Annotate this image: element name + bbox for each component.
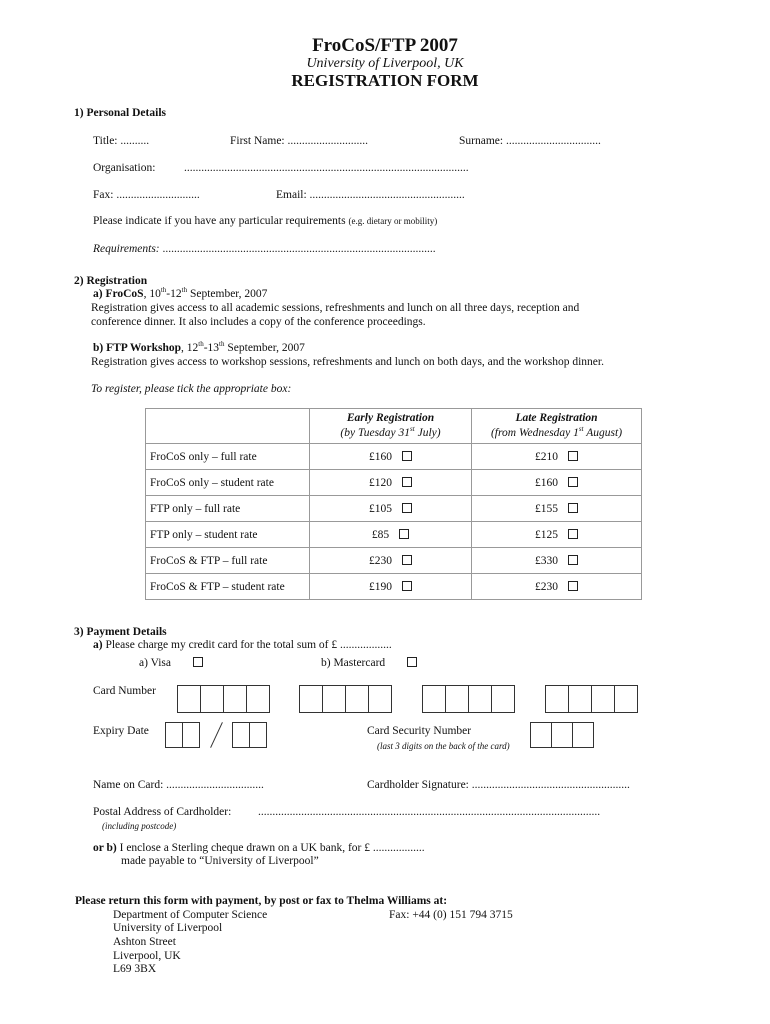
address-line: Ashton Street <box>113 936 176 948</box>
return-fax: Fax: +44 (0) 151 794 3715 <box>389 909 513 921</box>
rate-label: FroCoS & FTP – full rate <box>146 548 310 574</box>
early-price-cell: £160 <box>310 444 472 470</box>
registration-table-header <box>146 409 642 444</box>
late-price-cell: £160 <box>472 470 642 496</box>
page-title: FroCoS/FTP 2007 <box>312 35 458 56</box>
late-price-cell: £230 <box>472 574 642 600</box>
digit-box[interactable] <box>246 685 270 713</box>
digit-box[interactable] <box>491 685 515 713</box>
digit-box[interactable] <box>200 685 224 713</box>
late-checkbox[interactable] <box>568 451 578 461</box>
card-charge-line <box>93 639 392 651</box>
visa-option[interactable] <box>139 657 203 669</box>
address-line: Department of Computer Science <box>113 909 268 921</box>
early-price-cell: £190 <box>310 574 472 600</box>
table-row <box>146 470 642 496</box>
requirements-prompt-text: Please indicate if you have any particular requirements <box>93 215 346 227</box>
late-checkbox[interactable] <box>568 581 578 591</box>
email-field[interactable]: Email: ...................................................... <box>276 189 465 201</box>
digit-box[interactable] <box>232 722 250 748</box>
rate-label: FTP only – student rate <box>146 522 310 548</box>
early-price-cell: £105 <box>310 496 472 522</box>
cheque-payable: made payable to “University of Liverpool” <box>121 855 319 867</box>
frocos-description-2: conference dinner. It also includes a copy of the conference proceedings. <box>91 316 426 328</box>
late-price-cell: £155 <box>472 496 642 522</box>
expiry-month-boxes[interactable] <box>165 722 199 748</box>
early-checkbox[interactable] <box>402 503 412 513</box>
frocos-description-1: Registration gives access to all academic sessions, refreshments and lunch on all three days, reception and <box>91 302 580 314</box>
card-number-group-3[interactable] <box>422 685 514 713</box>
organisation-label: Organisation: <box>93 162 156 174</box>
requirements-hint: (e.g. dietary or mobility) <box>348 216 438 226</box>
early-checkbox[interactable] <box>402 451 412 461</box>
card-number-group-4[interactable] <box>545 685 637 713</box>
card-number-group-2[interactable] <box>299 685 391 713</box>
early-price-cell: £230 <box>310 548 472 574</box>
card-charge-text: Please charge my credit card for the total sum of £ .................. <box>102 639 392 651</box>
late-price-cell: £210 <box>472 444 642 470</box>
postal-address-field[interactable]: ....................................................................................................................... <box>258 806 601 818</box>
title-field[interactable]: Title: .......... <box>93 135 150 147</box>
digit-box[interactable] <box>568 685 592 713</box>
late-price-cell: £330 <box>472 548 642 574</box>
address-line: L69 3BX <box>113 963 157 975</box>
digit-box[interactable] <box>299 685 323 713</box>
requirements-field[interactable] <box>93 243 436 255</box>
late-checkbox[interactable] <box>568 529 578 539</box>
digit-box[interactable] <box>165 722 183 748</box>
card-option-prefix: a) <box>93 639 103 651</box>
mastercard-checkbox[interactable] <box>407 657 417 667</box>
expiry-year-boxes[interactable] <box>232 722 266 748</box>
cheque-text: I enclose a Sterling cheque drawn on a UK bank, for £ .................. <box>116 842 425 854</box>
mastercard-option[interactable] <box>321 657 417 669</box>
rate-label: FroCoS & FTP – student rate <box>146 574 310 600</box>
digit-box[interactable] <box>545 685 569 713</box>
signature-field[interactable]: Cardholder Signature: ....................................................... <box>367 779 630 791</box>
digit-box[interactable] <box>530 722 552 748</box>
early-price-cell: £85 <box>310 522 472 548</box>
digit-box[interactable] <box>177 685 201 713</box>
digit-box[interactable] <box>468 685 492 713</box>
visa-checkbox[interactable] <box>193 657 203 667</box>
mastercard-label: b) Mastercard <box>321 657 386 669</box>
digit-box[interactable] <box>572 722 594 748</box>
early-checkbox[interactable] <box>402 581 412 591</box>
digit-box[interactable] <box>614 685 638 713</box>
form-title: REGISTRATION FORM <box>291 71 479 90</box>
header-empty-cell <box>146 409 310 444</box>
digit-box[interactable] <box>551 722 573 748</box>
organisation-field[interactable]: ................................................................................................... <box>184 162 469 174</box>
surname-field[interactable]: Surname: ................................. <box>459 135 601 147</box>
rate-label: FroCoS only – student rate <box>146 470 310 496</box>
late-checkbox[interactable] <box>568 477 578 487</box>
requirements-label: Requirements: <box>93 243 160 255</box>
rate-label: FTP only – full rate <box>146 496 310 522</box>
late-price-cell: £125 <box>472 522 642 548</box>
return-instruction: Please return this form with payment, by post or fax to Thelma Williams at: <box>75 895 448 907</box>
digit-box[interactable] <box>368 685 392 713</box>
register-instruction: To register, please tick the appropriate box: <box>91 383 292 395</box>
frocos-line <box>93 288 267 300</box>
expiry-slash <box>210 722 223 748</box>
rate-label: FroCoS only – full rate <box>146 444 310 470</box>
digit-box[interactable] <box>445 685 469 713</box>
first-name-field[interactable]: First Name: ............................ <box>230 135 368 147</box>
cheque-line <box>93 842 425 854</box>
security-number-boxes[interactable] <box>530 722 593 748</box>
table-row <box>146 496 642 522</box>
expiry-date-label: Expiry Date <box>93 725 149 737</box>
security-number-hint: (last 3 digits on the back of the card) <box>377 741 510 751</box>
digit-box[interactable] <box>182 722 200 748</box>
ftp-title: b) FTP Workshop <box>93 342 181 354</box>
table-row <box>146 548 642 574</box>
postal-address-label: Postal Address of Cardholder: <box>93 806 232 818</box>
late-registration-header: Late Registration (from Wednesday 1st August) <box>472 409 642 444</box>
early-price-cell: £120 <box>310 470 472 496</box>
card-number-label: Card Number <box>93 685 156 697</box>
digit-box[interactable] <box>345 685 369 713</box>
page-subtitle: University of Liverpool, UK <box>306 56 464 71</box>
address-line: University of Liverpool <box>113 922 223 934</box>
table-row <box>146 444 642 470</box>
early-registration-header: Early Registration (by Tuesday 31st July) <box>310 409 472 444</box>
ftp-description: Registration gives access to workshop sessions, refreshments and lunch on both days, and the workshop dinner. <box>91 356 604 368</box>
payment-heading: 3) Payment Details <box>74 626 167 638</box>
fax-field[interactable]: Fax: ............................. <box>93 189 200 201</box>
security-number-label: Card Security Number <box>367 725 472 737</box>
visa-label: a) Visa <box>139 657 171 669</box>
early-checkbox[interactable] <box>402 555 412 565</box>
late-checkbox[interactable] <box>568 503 578 513</box>
early-checkbox[interactable] <box>402 477 412 487</box>
ftp-dates: , 12th-13th September, 2007 <box>181 340 305 354</box>
cheque-prefix: or b) <box>93 842 117 854</box>
name-on-card-field[interactable]: Name on Card: .................................. <box>93 779 264 791</box>
table-row <box>146 574 642 600</box>
frocos-dates: , 10th-12th September, 2007 <box>143 286 268 300</box>
early-checkbox[interactable] <box>399 529 409 539</box>
requirements-prompt <box>93 215 437 227</box>
postal-address-hint: (including postcode) <box>102 821 177 831</box>
late-checkbox[interactable] <box>568 555 578 565</box>
registration-heading: 2) Registration <box>74 275 148 287</box>
address-line: Liverpool, UK <box>113 950 181 962</box>
requirements-dots[interactable]: ............................................................................................... <box>162 243 436 255</box>
registration-table <box>145 408 642 600</box>
digit-box[interactable] <box>422 685 446 713</box>
digit-box[interactable] <box>223 685 247 713</box>
frocos-title: a) FroCoS <box>93 288 144 300</box>
digit-box[interactable] <box>322 685 346 713</box>
table-row <box>146 522 642 548</box>
card-number-group-1[interactable] <box>177 685 269 713</box>
personal-details-heading: 1) Personal Details <box>74 107 166 119</box>
digit-box[interactable] <box>249 722 267 748</box>
ftp-line <box>93 342 305 354</box>
digit-box[interactable] <box>591 685 615 713</box>
